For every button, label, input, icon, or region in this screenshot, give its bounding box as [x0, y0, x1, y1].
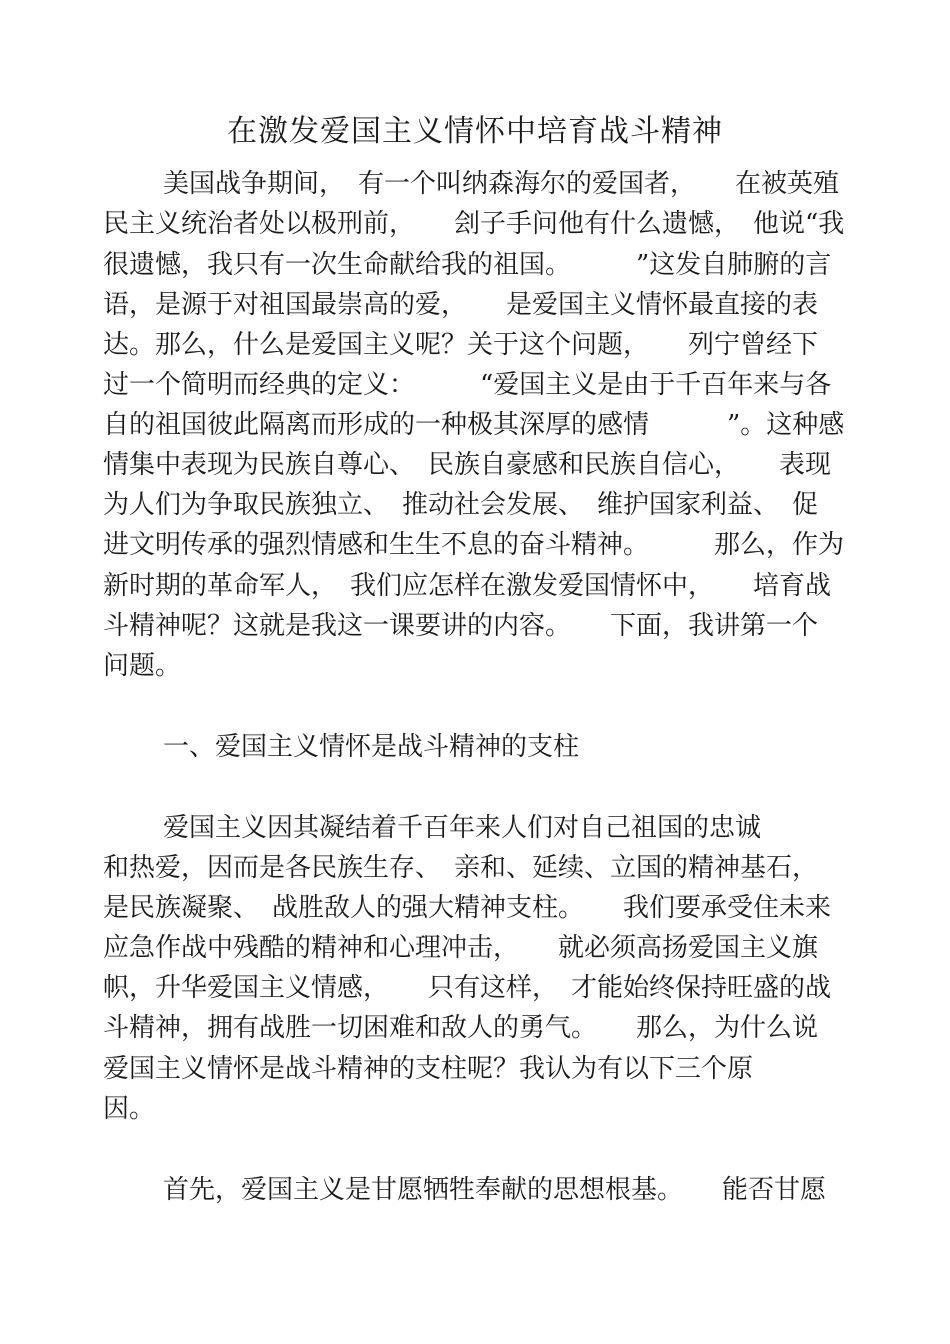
section1-line: 爱国主义因其凝结着千百年来人们对自己祖国的忠诚 [163, 813, 762, 843]
intro-line: 过一个简明而经典的定义： “爱国主义是由于千百年来与各 [103, 370, 832, 400]
intro-line: 达。那么，什么是爱国主义呢？关于这个问题， 列宁曾经下 [103, 330, 819, 360]
section1-line: 斗精神，拥有战胜一切困难和敌人的勇气。 那么，为什么说 [103, 1013, 819, 1043]
intro-line: 民主义统治者处以极刑前， 刽子手问他有什么遗憾， 他说“我 [103, 209, 845, 239]
section-heading: 一、爱国主义情怀是战斗精神的支柱 [163, 732, 580, 762]
intro-line: 自的祖国彼此隔离而形成的一种极其深厚的感情 ”。这种感 [103, 410, 845, 440]
intro-line: 斗精神呢？这就是我这一课要讲的内容。 下面，我讲第一个 [103, 611, 819, 641]
intro-line: 情集中表现为民族自尊心、 民族自豪感和民族自信心， 表现 [103, 450, 832, 480]
section1-line: 和热爱，因而是各民族生存、 亲和、延续、立国的精神基石， [103, 853, 819, 883]
section1-line: 爱国主义情怀是战斗精神的支柱呢？我认为有以下三个原 [103, 1054, 754, 1084]
intro-line: 问题。 [103, 651, 182, 681]
intro-line: 美国战争期间， 有一个叫纳森海尔的爱国者， 在被英殖 [163, 169, 840, 199]
intro-line: 语，是源于对祖国最崇高的爱， 是爱国主义情怀最直接的表 [103, 290, 819, 320]
section1-line: 是民族凝聚、 战胜敌人的强大精神支柱。 我们要承受住未来 [103, 893, 832, 923]
section1-line: 因。 [103, 1094, 156, 1124]
intro-line: 新时期的革命军人， 我们应怎样在激发爱国情怀中， 培育战 [103, 571, 832, 601]
intro-line: 为人们为争取民族独立、 推动社会发展、 维护国家利益、 促 [103, 490, 819, 520]
section1-line: 帜，升华爱国主义情感， 只有这样， 才能始终保持旺盛的战 [103, 973, 832, 1003]
section1-line: 应急作战中残酷的精神和心理冲击， 就必须高扬爱国主义旗 [103, 933, 819, 963]
section2-line: 首先，爱国主义是甘愿牺牲奉献的思想根基。 能否甘愿 [163, 1175, 827, 1205]
document-title: 在激发爱国主义情怀中培育战斗精神 [227, 114, 723, 149]
intro-line: 很遗憾，我只有一次生命献给我的祖国。 ”这发自肺腑的言 [103, 250, 832, 280]
intro-line: 进文明传承的强烈情感和生生不息的奋斗精神。 那么，作为 [103, 530, 845, 560]
